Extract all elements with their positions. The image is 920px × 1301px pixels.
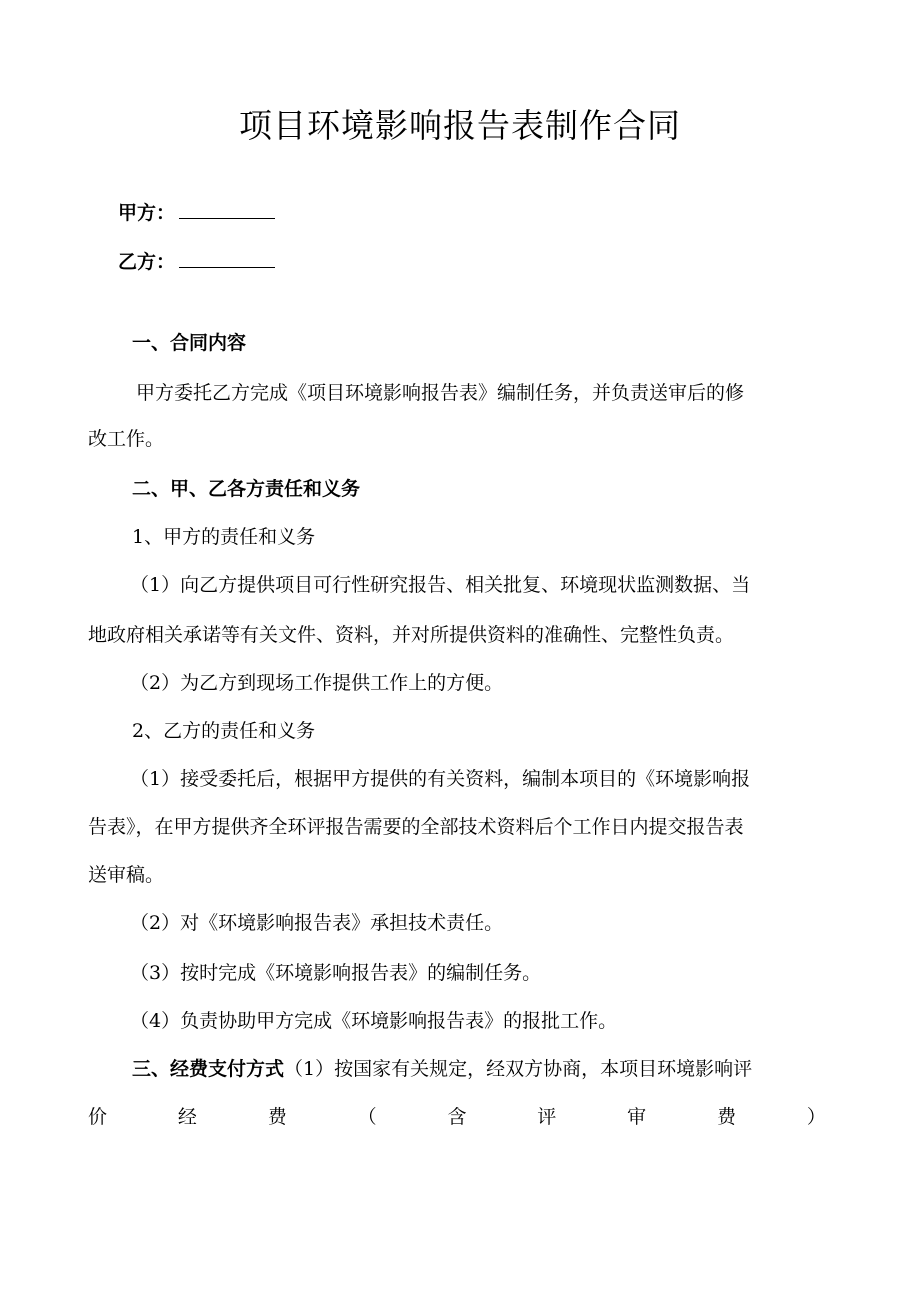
- justified-word: ）: [806, 1106, 826, 1128]
- party-b-duty-1-line-1: （1）接受委托后，根据甲方提供的有关资料，编制本项目的《环境影响报: [130, 768, 751, 790]
- party-a-duties-heading: 1、甲方的责任和义务: [132, 526, 316, 548]
- party-a-duty-2: （2）为乙方到现场工作提供工作上的方便。: [130, 672, 504, 694]
- party-a-row: [118, 198, 275, 225]
- party-b-duty-2: （2）对《环境影响报告表》承担技术责任。: [130, 912, 504, 934]
- section-2-heading: 二、甲、乙各方责任和义务: [132, 478, 361, 500]
- justified-word: （: [357, 1106, 377, 1128]
- justified-word: 费: [717, 1106, 737, 1128]
- party-b-duty-4: （4）负责协助甲方完成《环境影响报告表》的报批工作。: [130, 1010, 618, 1032]
- party-b-duty-1-line-3: 送审稿。: [88, 864, 165, 886]
- justified-word: 费: [267, 1106, 287, 1128]
- justified-word: 评: [537, 1106, 557, 1128]
- section-1-para-line-2: 改工作。: [88, 428, 165, 450]
- party-b-duty-1-line-2: 告表》，在甲方提供齐全环评报告需要的全部技术资料后个工作日内提交报告表: [88, 816, 744, 838]
- party-a-label: 甲方：: [118, 202, 176, 224]
- justified-word: 经: [177, 1106, 197, 1128]
- section-1-para-line-1: 甲方委托乙方完成《项目环境影响报告表》编制任务，并负责送审后的修: [136, 382, 745, 404]
- section-3-line-1: [132, 1054, 877, 1081]
- party-b-row: [118, 247, 275, 274]
- party-a-blank: [179, 200, 275, 219]
- party-b-duties-heading: 2、乙方的责任和义务: [132, 720, 316, 742]
- document-title: 项目环境影响报告表制作合同: [239, 106, 681, 145]
- party-b-blank: [179, 249, 275, 268]
- section-3-text: （1）按国家有关规定，经双方协商，本项目环境影响评: [284, 1058, 753, 1080]
- justified-word: 审: [627, 1106, 647, 1128]
- party-b-label: 乙方：: [118, 251, 176, 273]
- party-b-duty-3: （3）按时完成《环境影响报告表》的编制任务。: [130, 962, 542, 984]
- section-1-heading: 一、合同内容: [132, 332, 247, 354]
- party-a-duty-1-line-2: 地政府相关承诺等有关文件、资料，并对所提供资料的准确性、完整性负责。: [88, 624, 735, 646]
- party-a-duty-1-line-1: （1）向乙方提供项目可行性研究报告、相关批复、环境现状监测数据、当: [130, 574, 751, 596]
- section-3-heading: 三、经费支付方式: [132, 1058, 285, 1080]
- section-3-line-2: [88, 1102, 826, 1129]
- justified-word: 价: [88, 1106, 108, 1128]
- justified-word: 含: [447, 1106, 467, 1128]
